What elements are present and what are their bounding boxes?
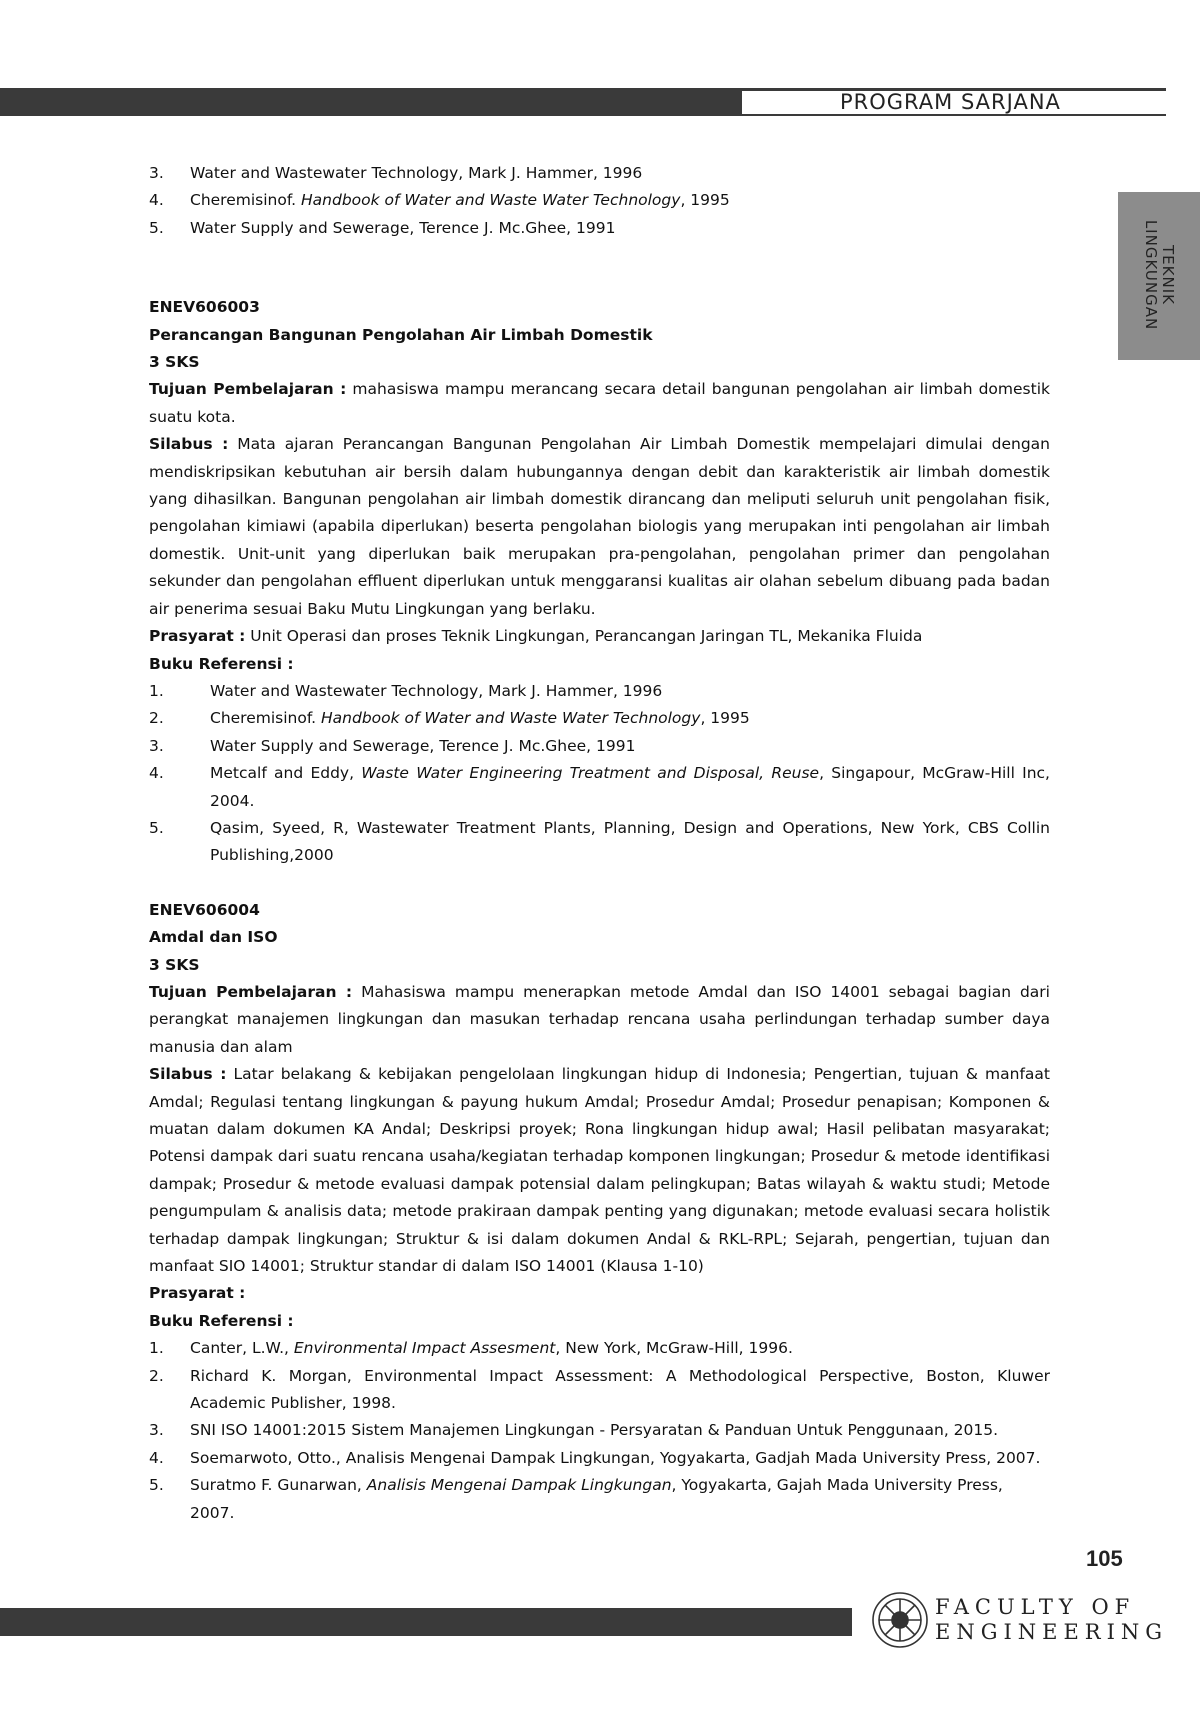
list-item bbox=[149, 187, 1050, 214]
course-credits: 3 SKS bbox=[149, 353, 200, 372]
list-item bbox=[149, 678, 1050, 705]
list-item bbox=[149, 1445, 1050, 1472]
list-text: Cheremisinof. Handbook of Water and Waste Water Technology, 1995 bbox=[190, 191, 730, 210]
side-tab-line1: TEKNIK bbox=[1159, 245, 1177, 305]
list-text: Suratmo F. Gunarwan, Analisis Mengenai Dampak Lingkungan, Yogyakarta, Gajah Mada University Press, 2007. bbox=[190, 1476, 1003, 1522]
list-item bbox=[149, 1363, 1050, 1418]
page-number: 105 bbox=[1086, 1546, 1123, 1571]
list-item bbox=[149, 815, 1050, 870]
list-text: Water and Wastewater Technology, Mark J. Hammer, 1996 bbox=[190, 164, 643, 182]
list-number: 4. bbox=[149, 1448, 164, 1467]
list-text: Soemarwoto, Otto., Analisis Mengenai Dampak Lingkungan, Yogyakarta, Gadjah Mada University Press, 2007. bbox=[190, 1448, 1041, 1467]
list-number: 2. bbox=[149, 709, 164, 728]
list-text: Richard K. Morgan, Environmental Impact Assessment: A Methodological Perspective, Boston, Kluwer Academic Publisher, 1998. bbox=[190, 1366, 1050, 1413]
list-item bbox=[149, 1472, 1050, 1527]
university-logo-icon bbox=[870, 1590, 930, 1650]
list-text: Cheremisinof. Handbook of Water and Waste Water Technology, 1995 bbox=[210, 709, 750, 728]
course-syllabus: Silabus : Mata ajaran Perancangan Bangunan Pengolahan Air Limbah Domestik mempelajari dimulai dengan mendiskripsikan kebutuhan air bersih dalam hubungannya dengan debit dan karakteristik air limbah domestik yang dihasilkan. Bangunan pengolahan air limbah domestik dirancang dan meliputi seluruh unit pengolahan fisik, pengolahan kimiawi (apabila diperlukan) beserta pengolahan biologis yang merupakan inti pengolahan air limbah domestik. Unit-unit yang diperlukan baik merupakan pra-pengolahan, pengolahan primer dan pengolahan sekunder dan pengolahan effluent diperlukan untuk menggaransi kualitas air olahan sebelum dibuang pada badan air penerima sesuai Baku Mutu Lingkungan yang berlaku. bbox=[149, 435, 1050, 618]
course-syllabus: Silabus : Latar belakang & kebijakan pengelolaan lingkungan hidup di Indonesia; Pengertian, tujuan & manfaat Amdal; Regulasi tentang lingkungan & payung hukum Amdal; Prosedur Amdal; Prosedur penapisan; Komponen & muatan dalam dokumen KA Andal; Deskripsi proyek; Rona lingkungan hidup awal; Hasil pelibatan masyarakat; Potensi dampak dari suatu rencana usaha/kegiatan terhadap komponen lingkungan; Prosedur & metode identifikasi dampak; Prosedur & metode evaluasi dampak potensial dalam pelingkupan; Batas wilayah & waktu studi; Metode pengumpulam & analisis data; metode prakiraan dampak penting yang digunakan; metode evaluasi secara holistik terhadap dampak lingkungan; Struktur & isi dalam dokumen Andal & RKL-RPL; Sejarah, pengertian, tujuan dan manfaat SIO 14001; Struktur standar di dalam ISO 14001 (Klausa 1-10) bbox=[149, 1065, 1050, 1276]
course-objective: Tujuan Pembelajaran : mahasiswa mampu merancang secara detail bangunan pengolahan air limbah domestik suatu kota. bbox=[149, 380, 1050, 426]
list-item bbox=[149, 215, 1050, 242]
list-number: 5. bbox=[149, 218, 164, 237]
faculty-wordmark bbox=[935, 1595, 1168, 1645]
list-text: Water Supply and Sewerage, Terence J. Mc.Ghee, 1991 bbox=[190, 218, 616, 237]
list-number: 5. bbox=[149, 1476, 164, 1495]
course-prerequisite: Prasyarat : bbox=[149, 1284, 246, 1303]
list-number: 4. bbox=[149, 764, 164, 783]
course-prerequisite: Prasyarat : Unit Operasi dan proses Teknik Lingkungan, Perancangan Jaringan TL, Mekanika Fluida bbox=[149, 627, 923, 646]
list-number: 2. bbox=[149, 1366, 164, 1385]
list-item bbox=[149, 733, 1050, 760]
faculty-line1: FACULTY OF bbox=[935, 1595, 1136, 1619]
course-objective: Tujuan Pembelajaran : Mahasiswa mampu menerapkan metode Amdal dan ISO 14001 sebagai bagian dari perangkat manajemen lingkungan dan masukan terhadap rencana usaha perlindungan terhadap sumber daya manusia dan alam bbox=[149, 982, 1050, 1056]
list-text: Water Supply and Sewerage, Terence J. Mc.Ghee, 1991 bbox=[210, 736, 636, 755]
faculty-line2: ENGINEERING bbox=[935, 1620, 1169, 1644]
course-credits: 3 SKS bbox=[149, 955, 200, 974]
reference-list bbox=[149, 1335, 1050, 1527]
reference-list-top bbox=[149, 160, 1050, 242]
header-bar bbox=[0, 88, 742, 116]
course-code: ENEV606003 bbox=[149, 298, 260, 317]
course-title: Perancangan Bangunan Pengolahan Air Limbah Domestik bbox=[149, 325, 653, 344]
reference-list bbox=[149, 678, 1050, 870]
footer-bar bbox=[0, 1608, 852, 1636]
list-text: Qasim, Syeed, R, Wastewater Treatment Plants, Planning, Design and Operations, New York, CBS Collin Publishing,2000 bbox=[210, 818, 1050, 865]
list-number: 5. bbox=[149, 818, 164, 837]
list-number: 3. bbox=[149, 736, 164, 755]
list-number: 1. bbox=[149, 1339, 164, 1358]
references-heading: Buku Referensi : bbox=[149, 1311, 294, 1330]
header-rule-bottom bbox=[742, 114, 1166, 116]
list-item bbox=[149, 760, 1050, 815]
list-item bbox=[149, 1335, 1050, 1362]
list-number: 3. bbox=[149, 1421, 164, 1440]
course-code: ENEV606004 bbox=[149, 900, 260, 919]
program-title: PROGRAM SARJANA bbox=[840, 90, 1061, 114]
side-tab-label bbox=[1142, 220, 1176, 330]
course-title: Amdal dan ISO bbox=[149, 928, 278, 947]
list-number: 4. bbox=[149, 191, 164, 210]
list-text: Canter, L.W., Environmental Impact Assesment, New York, McGraw-Hill, 1996. bbox=[190, 1339, 793, 1358]
list-item bbox=[149, 705, 1050, 732]
list-number: 3. bbox=[149, 164, 164, 182]
side-tab-line2: LINGKUNGAN bbox=[1142, 219, 1160, 331]
list-text: Water and Wastewater Technology, Mark J. Hammer, 1996 bbox=[210, 681, 663, 700]
list-text: Metcalf and Eddy, Waste Water Engineering Treatment and Disposal, Reuse, Singapour, McGraw-Hill Inc, 2004. bbox=[210, 764, 1050, 810]
list-number: 1. bbox=[149, 681, 164, 700]
page-content bbox=[149, 160, 1050, 1527]
list-item bbox=[149, 160, 1050, 187]
list-item bbox=[149, 1417, 1050, 1444]
list-text: SNI ISO 14001:2015 Sistem Manajemen Lingkungan - Persyaratan & Panduan Untuk Penggunaan, 2015. bbox=[190, 1421, 999, 1440]
references-heading: Buku Referensi : bbox=[149, 654, 294, 673]
